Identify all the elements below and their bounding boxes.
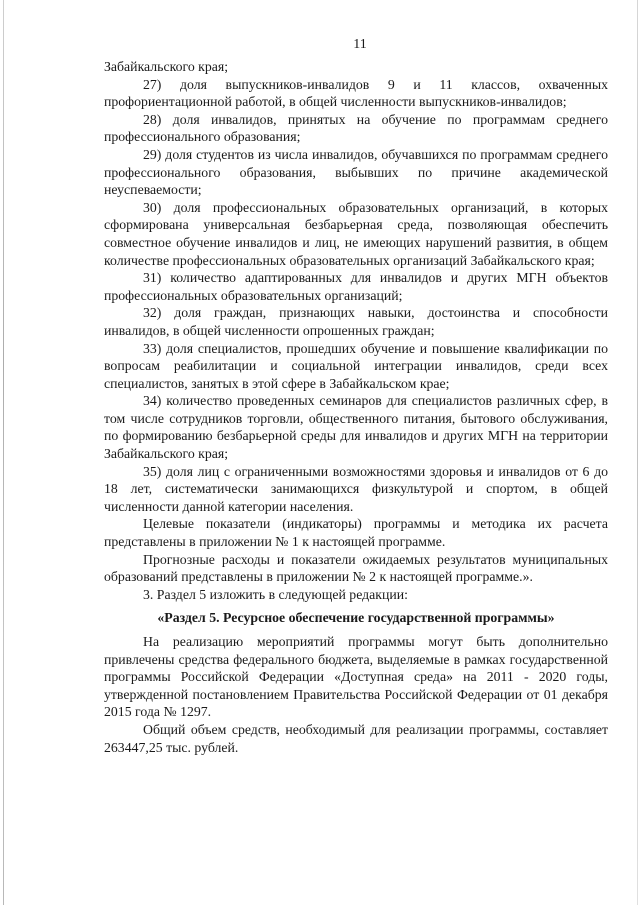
paragraph: 30) доля профессиональных образовательных организаций, в которых сформирована универсальная безбарьерная среда, позволяющая обеспечить совместное обучение инвалидов и лиц, не имеющих нарушений развития, в общем количестве профессиональных образовательных организаций Забайкальского края; <box>104 199 608 268</box>
paragraph: Целевые показатели (индикаторы) программы и методика их расчета представлены в приложении № 1 к настоящей программе. <box>104 516 608 550</box>
paragraph: 34) количество проведенных семинаров для специалистов различных сфер, в том числе сотрудников торговли, общественного питания, бытового обслуживания, по формированию безбарьерной среды для инвалидов и других МГН на территории Забайкальского края; <box>104 393 608 462</box>
section-heading: «Раздел 5. Ресурсное обеспечение государственной программы» <box>157 610 555 626</box>
paragraph: 3. Раздел 5 изложить в следующей редакции: <box>143 586 408 602</box>
paragraph: 28) доля инвалидов, принятых на обучение по программам среднего профессионального образования; <box>104 111 608 145</box>
paragraph: 29) доля студентов из числа инвалидов, обучавшихся по программам среднего профессионального образования, выбывших по причине академической неуспеваемости; <box>104 146 608 198</box>
paragraph: Общий объем средств, необходимый для реализации программы, составляет 263447,25 тыс. рублей. <box>104 721 608 755</box>
paragraph: 27) доля выпускников-инвалидов 9 и 11 классов, охваченных профориентационной работой, в общей численности выпускников-инвалидов; <box>104 76 608 110</box>
paragraph: Забайкальского края; <box>104 59 229 74</box>
scan-edge-right <box>637 0 638 905</box>
paragraph: 33) доля специалистов, прошедших обучение и повышение квалификации по вопросам реабилитации и социальной интеграции инвалидов, среди всех специалистов, занятых в этой сфере в Забайкальском крае; <box>104 340 608 391</box>
page-number: 11 <box>353 37 367 52</box>
paragraph: На реализацию мероприятий программы могут быть дополнительно привлечены средства федерального бюджета, выделяемые в рамках государственной программы Российской Федерации «Доступная среда» на 2011 - 2020 годы, утвержденной постановлением Правительства Российской Федерации от 01 декабря 2015 года № 1297. <box>104 634 608 720</box>
paragraph: 35) доля лиц с ограниченными возможностями здоровья и инвалидов от 6 до 18 лет, систематически занимающихся физкультурой и спортом, в общей численности данной категории населения. <box>104 463 608 514</box>
paragraph: 31) количество адаптированных для инвалидов и других МГН объектов профессиональных образовательных организаций; <box>104 270 608 303</box>
scan-edge-left <box>3 0 4 905</box>
paragraph: 32) доля граждан, признающих навыки, достоинства и способности инвалидов, в общей численности опрошенных граждан; <box>104 305 608 338</box>
document-body <box>104 58 608 756</box>
paragraph: Прогнозные расходы и показатели ожидаемых результатов муниципальных образований представлены в приложении № 2 к настоящей программе.». <box>104 551 608 585</box>
